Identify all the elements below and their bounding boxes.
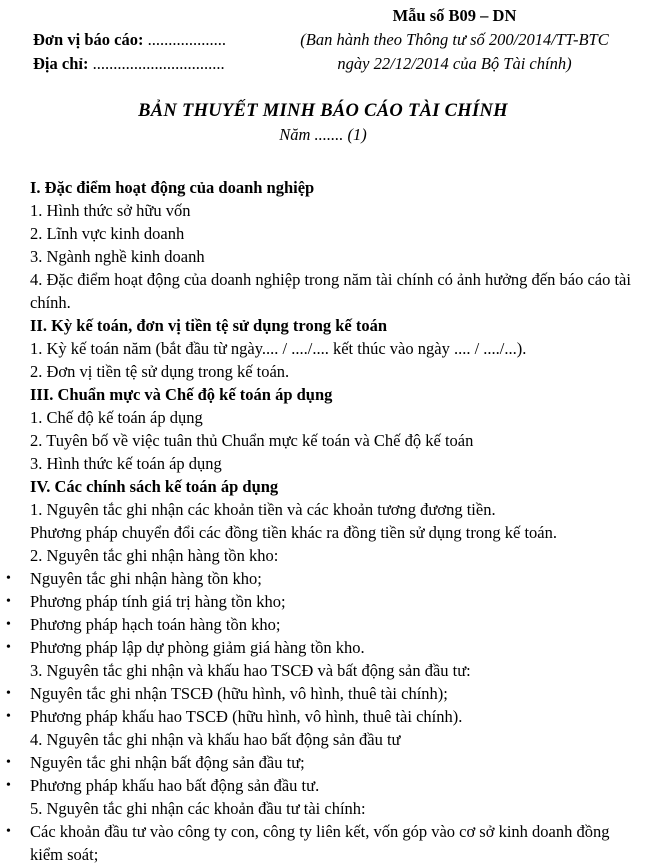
body-line: 3. Hình thức kế toán áp dụng	[30, 454, 222, 473]
bullet-item	[6, 590, 632, 613]
bullet-text: Phương pháp hạch toán hàng tồn kho;	[30, 615, 281, 634]
body-line: 1. Chế độ kế toán áp dụng	[30, 408, 203, 427]
bullet-icon: •	[6, 640, 11, 655]
address-line	[33, 52, 271, 76]
bullet-text: Phương pháp khấu hao TSCĐ (hữu hình, vô hình, thuê tài chính).	[30, 707, 463, 726]
body-line: 2. Tuyên bố về việc tuân thủ Chuẩn mực kế toán và Chế độ kế toán	[30, 431, 474, 450]
bullet-text: Phương pháp lập dự phòng giảm giá hàng tồn kho.	[30, 638, 365, 657]
bullet-icon: •	[6, 709, 11, 724]
bullet-item	[6, 636, 632, 659]
bullet-item	[6, 751, 632, 774]
document-header	[0, 0, 646, 76]
body-line: 4. Nguyên tắc ghi nhận và khấu hao bất động sản đầu tư	[30, 730, 401, 749]
body-line: 2. Đơn vị tiền tệ sử dụng trong kế toán.	[30, 362, 290, 381]
bullet-icon: •	[6, 778, 11, 793]
address-dotted-leader: ................................	[92, 54, 225, 73]
body-line: 1. Nguyên tắc ghi nhận các khoản tiền và các khoản tương đương tiền.	[30, 500, 496, 519]
bullet-text: Các khoản đầu tư vào công ty con, công ty liên kết, vốn góp vào cơ sở kinh doanh đồng kiểm soát;	[30, 822, 610, 864]
body-line: 1. Kỳ kế toán năm (bắt đầu từ ngày.... / ..../.... kết thúc vào ngày .... / ..../...).	[30, 339, 527, 358]
bullet-item	[6, 613, 632, 636]
document-subtitle: Năm ....... (1)	[279, 125, 367, 144]
body-line: Phương pháp chuyển đổi các đồng tiền khác ra đồng tiền sử dụng trong kế toán.	[30, 523, 557, 542]
bullet-item	[6, 705, 632, 728]
body-line: 4. Đặc điểm hoạt động của doanh nghiệp trong năm tài chính có ảnh hưởng đến báo cáo tài chính.	[30, 270, 631, 312]
bullet-item	[6, 682, 632, 705]
title-block	[0, 100, 646, 146]
body-line: 2. Lĩnh vực kinh doanh	[30, 224, 185, 243]
reporting-unit-label: Đơn vị báo cáo:	[33, 30, 144, 49]
bullet-item	[6, 820, 632, 865]
bullet-icon: •	[6, 755, 11, 770]
body-line: 5. Nguyên tắc ghi nhận các khoản đầu tư tài chính:	[30, 799, 366, 818]
section-heading: III. Chuẩn mực và Chế độ kế toán áp dụng	[30, 385, 333, 404]
bullet-item	[6, 774, 632, 797]
bullet-text: Nguyên tắc ghi nhận hàng tồn kho;	[30, 569, 262, 588]
reporting-unit-dotted-leader: ...................	[147, 30, 226, 49]
issuance-note-line-1: (Ban hành theo Thông tư số 200/2014/TT-BTC	[300, 30, 609, 49]
address-label: Địa chỉ:	[33, 54, 89, 73]
bullet-icon: •	[6, 686, 11, 701]
bullet-icon: •	[6, 617, 11, 632]
bullet-icon: •	[6, 824, 11, 839]
body-line: 2. Nguyên tắc ghi nhận hàng tồn kho:	[30, 546, 279, 565]
section-heading: I. Đặc điểm hoạt động của doanh nghiệp	[30, 178, 315, 197]
bullet-text: Nguyên tắc ghi nhận bất động sản đầu tư;	[30, 753, 305, 772]
reporting-unit-block	[33, 4, 271, 76]
bullet-text: Nguyên tắc ghi nhận TSCĐ (hữu hình, vô hình, thuê tài chính);	[30, 684, 448, 703]
bullet-item	[6, 567, 632, 590]
section-heading: IV. Các chính sách kế toán áp dụng	[30, 477, 279, 496]
form-info-block	[271, 4, 638, 76]
section-heading: II. Kỳ kế toán, đơn vị tiền tệ sử dụng trong kế toán	[30, 316, 388, 335]
body-line: 3. Nguyên tắc ghi nhận và khấu hao TSCĐ và bất động sản đầu tư:	[30, 661, 471, 680]
bullet-icon: •	[6, 594, 11, 609]
document-body	[0, 176, 646, 865]
body-line: 1. Hình thức sở hữu vốn	[30, 201, 191, 220]
issuance-note-line-2: ngày 22/12/2014 của Bộ Tài chính)	[337, 54, 572, 73]
bullet-text: Phương pháp khấu hao bất động sản đầu tư.	[30, 776, 320, 795]
document-title: BẢN THUYẾT MINH BÁO CÁO TÀI CHÍNH	[138, 101, 508, 121]
bullet-text: Phương pháp tính giá trị hàng tồn kho;	[30, 592, 286, 611]
body-line: 3. Ngành nghề kinh doanh	[30, 247, 205, 266]
form-number: Mẫu số B09 – DN	[392, 6, 517, 25]
reporting-unit-line	[33, 28, 271, 52]
bullet-icon: •	[6, 571, 11, 586]
